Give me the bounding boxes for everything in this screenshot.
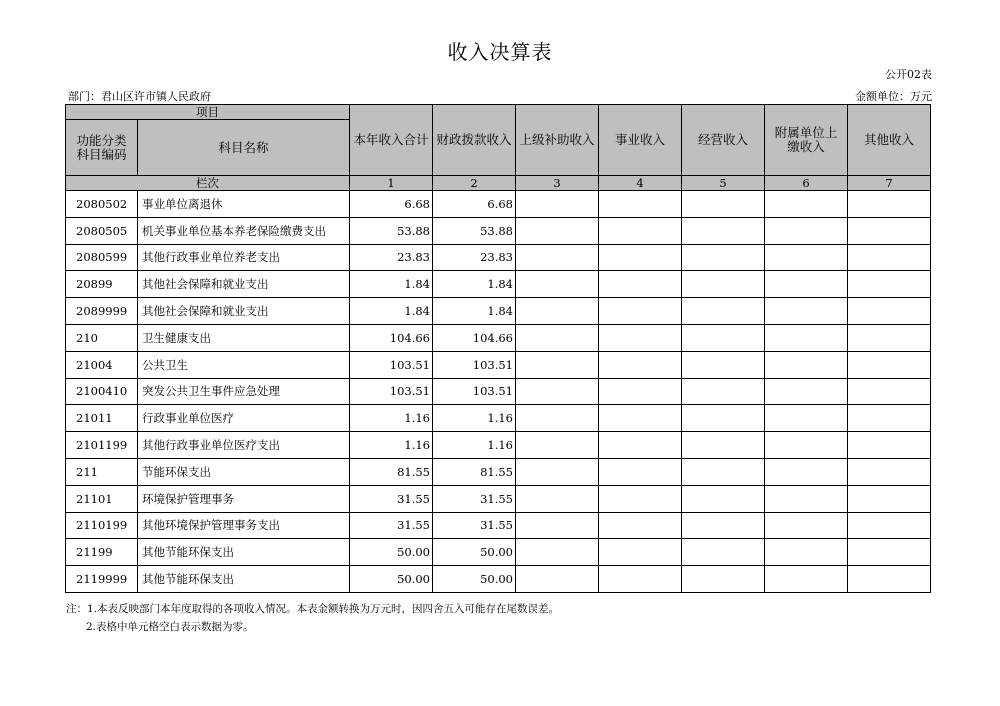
col-header-1: 本年收入合计 xyxy=(350,105,433,176)
business-income-cell xyxy=(599,217,682,244)
table-row xyxy=(66,512,931,539)
subject-name-cell: 其他环境保护管理事务支出 xyxy=(138,512,350,539)
total-income-cell: 53.88 xyxy=(350,217,433,244)
subject-name-cell: 其他节能环保支出 xyxy=(138,566,350,593)
affiliated-unit-income-cell xyxy=(765,271,848,298)
subject-code-cell: 21011 xyxy=(66,405,138,432)
affiliated-unit-income-cell xyxy=(765,405,848,432)
total-income-cell: 6.68 xyxy=(350,191,433,218)
subject-code-cell: 2100410 xyxy=(66,378,138,405)
total-income-cell: 31.55 xyxy=(350,512,433,539)
fiscal-income-cell: 1.84 xyxy=(433,271,516,298)
total-income-cell: 104.66 xyxy=(350,324,433,351)
affiliated-unit-income-cell xyxy=(765,324,848,351)
fiscal-income-cell: 23.83 xyxy=(433,244,516,271)
affiliated-unit-income-cell xyxy=(765,485,848,512)
subject-name-cell: 其他社会保障和就业支出 xyxy=(138,298,350,325)
other-income-cell xyxy=(848,485,931,512)
col-header-5: 经营收入 xyxy=(682,105,765,176)
total-income-cell: 23.83 xyxy=(350,244,433,271)
business-income-cell xyxy=(599,512,682,539)
subject-name-cell: 行政事业单位医疗 xyxy=(138,405,350,432)
subject-code-cell: 2089999 xyxy=(66,298,138,325)
affiliated-unit-income-cell xyxy=(765,512,848,539)
superior-subsidy-cell xyxy=(516,191,599,218)
other-income-cell xyxy=(848,298,931,325)
business-income-cell xyxy=(599,485,682,512)
superior-subsidy-cell xyxy=(516,217,599,244)
col-number: 4 xyxy=(599,176,682,191)
col-number: 3 xyxy=(516,176,599,191)
affiliated-unit-income-cell xyxy=(765,539,848,566)
subject-code-cell: 2080505 xyxy=(66,217,138,244)
subject-name-cell: 卫生健康支出 xyxy=(138,324,350,351)
other-income-cell xyxy=(848,191,931,218)
fiscal-income-cell: 81.55 xyxy=(433,458,516,485)
table-row xyxy=(66,191,931,218)
superior-subsidy-cell xyxy=(516,298,599,325)
subject-name-cell: 其他节能环保支出 xyxy=(138,539,350,566)
subject-code-cell: 210 xyxy=(66,324,138,351)
operating-income-cell xyxy=(682,512,765,539)
affiliated-unit-income-cell xyxy=(765,432,848,459)
table-row xyxy=(66,432,931,459)
operating-income-cell xyxy=(682,244,765,271)
col-header-6: 附属单位上缴收入 xyxy=(765,105,848,176)
col-number: 2 xyxy=(433,176,516,191)
total-income-cell: 50.00 xyxy=(350,539,433,566)
project-header: 项目 xyxy=(66,105,350,120)
fiscal-income-cell: 103.51 xyxy=(433,378,516,405)
subject-code-cell: 2119999 xyxy=(66,566,138,593)
col-number: 6 xyxy=(765,176,848,191)
table-row xyxy=(66,324,931,351)
other-income-cell xyxy=(848,324,931,351)
operating-income-cell xyxy=(682,405,765,432)
subject-name-cell: 其他社会保障和就业支出 xyxy=(138,271,350,298)
subject-code-cell: 21101 xyxy=(66,485,138,512)
business-income-cell xyxy=(599,432,682,459)
subject-code-cell: 21199 xyxy=(66,539,138,566)
operating-income-cell xyxy=(682,485,765,512)
business-income-cell xyxy=(599,351,682,378)
fiscal-income-cell: 53.88 xyxy=(433,217,516,244)
affiliated-unit-income-cell xyxy=(765,244,848,271)
total-income-cell: 81.55 xyxy=(350,458,433,485)
total-income-cell: 103.51 xyxy=(350,378,433,405)
other-income-cell xyxy=(848,458,931,485)
affiliated-unit-income-cell xyxy=(765,566,848,593)
subject-code-cell: 20899 xyxy=(66,271,138,298)
other-income-cell xyxy=(848,351,931,378)
operating-income-cell xyxy=(682,324,765,351)
table-row xyxy=(66,458,931,485)
affiliated-unit-income-cell xyxy=(765,298,848,325)
business-income-cell xyxy=(599,244,682,271)
subject-name-cell: 机关事业单位基本养老保险缴费支出 xyxy=(138,217,350,244)
subject-name-cell: 其他行政事业单位医疗支出 xyxy=(138,432,350,459)
subject-name-header: 科目名称 xyxy=(138,120,350,176)
department-label: 部门：君山区许市镇人民政府 xyxy=(68,90,211,103)
subject-code-cell: 2080599 xyxy=(66,244,138,271)
business-income-cell xyxy=(599,378,682,405)
superior-subsidy-cell xyxy=(516,405,599,432)
total-income-cell: 103.51 xyxy=(350,351,433,378)
table-row xyxy=(66,244,931,271)
total-income-cell: 1.16 xyxy=(350,432,433,459)
table-row xyxy=(66,485,931,512)
superior-subsidy-cell xyxy=(516,378,599,405)
form-number: 公开02表 xyxy=(885,68,932,81)
affiliated-unit-income-cell xyxy=(765,191,848,218)
page-title: 收入决算表 xyxy=(447,40,553,64)
fiscal-income-cell: 50.00 xyxy=(433,539,516,566)
subject-code-cell: 21004 xyxy=(66,351,138,378)
table-row xyxy=(66,351,931,378)
other-income-cell xyxy=(848,512,931,539)
total-income-cell: 1.16 xyxy=(350,405,433,432)
subject-name-cell: 节能环保支出 xyxy=(138,458,350,485)
table-row xyxy=(66,378,931,405)
subject-name-cell: 突发公共卫生事件应急处理 xyxy=(138,378,350,405)
business-income-cell xyxy=(599,324,682,351)
other-income-cell xyxy=(848,271,931,298)
business-income-cell xyxy=(599,458,682,485)
table-row xyxy=(66,566,931,593)
total-income-cell: 31.55 xyxy=(350,485,433,512)
business-income-cell xyxy=(599,405,682,432)
col-number: 7 xyxy=(848,176,931,191)
table-row xyxy=(66,217,931,244)
operating-income-cell xyxy=(682,271,765,298)
other-income-cell xyxy=(848,217,931,244)
table-row xyxy=(66,271,931,298)
fiscal-income-cell: 50.00 xyxy=(433,566,516,593)
superior-subsidy-cell xyxy=(516,324,599,351)
subject-code-cell: 2080502 xyxy=(66,191,138,218)
other-income-cell xyxy=(848,566,931,593)
business-income-cell xyxy=(599,298,682,325)
other-income-cell xyxy=(848,378,931,405)
subject-name-cell: 环境保护管理事务 xyxy=(138,485,350,512)
superior-subsidy-cell xyxy=(516,351,599,378)
notes xyxy=(66,600,559,636)
superior-subsidy-cell xyxy=(516,566,599,593)
total-income-cell: 50.00 xyxy=(350,566,433,593)
fiscal-income-cell: 31.55 xyxy=(433,512,516,539)
fiscal-income-cell: 1.16 xyxy=(433,405,516,432)
superior-subsidy-cell xyxy=(516,458,599,485)
fiscal-income-cell: 1.84 xyxy=(433,298,516,325)
table-row xyxy=(66,405,931,432)
fiscal-income-cell: 104.66 xyxy=(433,324,516,351)
total-income-cell: 1.84 xyxy=(350,298,433,325)
superior-subsidy-cell xyxy=(516,485,599,512)
other-income-cell xyxy=(848,432,931,459)
subject-code-cell: 2101199 xyxy=(66,432,138,459)
operating-income-cell xyxy=(682,566,765,593)
operating-income-cell xyxy=(682,217,765,244)
affiliated-unit-income-cell xyxy=(765,217,848,244)
fiscal-income-cell: 6.68 xyxy=(433,191,516,218)
col-header-3: 上级补助收入 xyxy=(516,105,599,176)
other-income-cell xyxy=(848,539,931,566)
operating-income-cell xyxy=(682,191,765,218)
superior-subsidy-cell xyxy=(516,539,599,566)
col-header-4: 事业收入 xyxy=(599,105,682,176)
subject-name-cell: 公共卫生 xyxy=(138,351,350,378)
affiliated-unit-income-cell xyxy=(765,458,848,485)
amount-unit-label: 金额单位：万元 xyxy=(855,90,932,103)
col-header-7: 其他收入 xyxy=(848,105,931,176)
subject-name-cell: 事业单位离退休 xyxy=(138,191,350,218)
note-2: 2.表格中单元格空白表示数据为零。 xyxy=(86,621,254,633)
affiliated-unit-income-cell xyxy=(765,378,848,405)
subject-name-cell: 其他行政事业单位养老支出 xyxy=(138,244,350,271)
income-table xyxy=(65,104,931,593)
operating-income-cell xyxy=(682,298,765,325)
table-row xyxy=(66,298,931,325)
func-code-header: 功能分类科目编码 xyxy=(66,120,138,176)
business-income-cell xyxy=(599,539,682,566)
total-income-cell: 1.84 xyxy=(350,271,433,298)
superior-subsidy-cell xyxy=(516,512,599,539)
subject-code-cell: 2110199 xyxy=(66,512,138,539)
operating-income-cell xyxy=(682,539,765,566)
fiscal-income-cell: 31.55 xyxy=(433,485,516,512)
table-body xyxy=(66,191,931,593)
subject-code-cell: 211 xyxy=(66,458,138,485)
col-number: 5 xyxy=(682,176,765,191)
col-label-header: 栏次 xyxy=(66,176,350,191)
other-income-cell xyxy=(848,405,931,432)
col-header-2: 财政拨款收入 xyxy=(433,105,516,176)
other-income-cell xyxy=(848,244,931,271)
table-row xyxy=(66,539,931,566)
business-income-cell xyxy=(599,191,682,218)
fiscal-income-cell: 103.51 xyxy=(433,351,516,378)
note-1: 注：1.本表反映部门本年度取得的各项收入情况。本表金额转换为万元时，因四舍五入可能存在尾数误差。 xyxy=(66,603,560,615)
operating-income-cell xyxy=(682,351,765,378)
affiliated-unit-income-cell xyxy=(765,351,848,378)
business-income-cell xyxy=(599,566,682,593)
operating-income-cell xyxy=(682,378,765,405)
col-number: 1 xyxy=(350,176,433,191)
superior-subsidy-cell xyxy=(516,244,599,271)
fiscal-income-cell: 1.16 xyxy=(433,432,516,459)
superior-subsidy-cell xyxy=(516,271,599,298)
operating-income-cell xyxy=(682,458,765,485)
business-income-cell xyxy=(599,271,682,298)
superior-subsidy-cell xyxy=(516,432,599,459)
operating-income-cell xyxy=(682,432,765,459)
